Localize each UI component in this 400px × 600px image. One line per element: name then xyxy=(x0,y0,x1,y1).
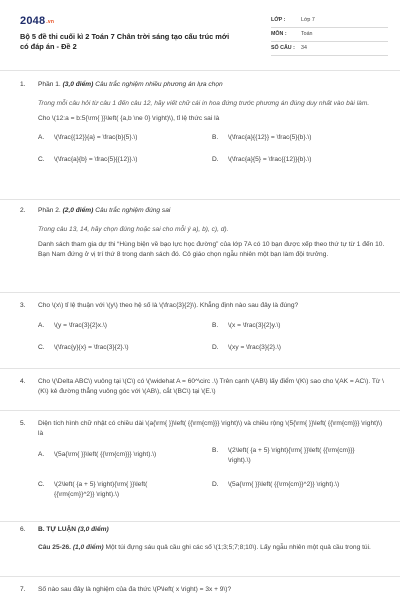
question-item xyxy=(20,377,388,409)
option-b[interactable] xyxy=(212,133,311,143)
sub-question-points: (1,0 điểm) xyxy=(72,543,104,551)
divider xyxy=(0,368,400,369)
section-subtitle: Câu trắc nghiệm đúng sai xyxy=(95,207,171,214)
option-text: \(y = \frac{3}{2}x.\) xyxy=(54,321,107,329)
meta-value: 34 xyxy=(301,44,307,51)
question-item xyxy=(20,585,388,599)
divider xyxy=(0,199,400,200)
divider xyxy=(0,521,400,522)
options-grid xyxy=(38,321,386,363)
option-d[interactable] xyxy=(212,155,311,165)
meta-table xyxy=(271,14,388,56)
sub-question-label: Câu 25-26. xyxy=(38,543,71,551)
section-instruction: Trong câu 13, 14, hãy chọn đúng hoặc sai cho mỗi ý a), b), c), d). xyxy=(38,225,229,233)
question-number: 3. xyxy=(20,302,26,309)
question-item xyxy=(20,525,388,573)
meta-row-class xyxy=(271,14,388,28)
question-item xyxy=(20,419,388,517)
option-text: \(\frac{a}{5} = \frac{{12}}{b}.\) xyxy=(228,155,312,163)
question-item xyxy=(20,206,388,286)
option-text: \(x = \frac{3}{2}y.\) xyxy=(228,321,281,329)
option-text: \(\frac{a}{b} = \frac{5}{{12}}.\) xyxy=(54,155,138,163)
option-label: D. xyxy=(212,481,219,489)
divider xyxy=(0,576,400,577)
question-number: 1. xyxy=(20,81,26,88)
question-number: 7. xyxy=(20,586,26,593)
option-d[interactable] xyxy=(212,480,362,490)
option-label: B. xyxy=(212,321,219,329)
option-a[interactable] xyxy=(38,133,137,143)
options-grid xyxy=(38,133,386,175)
sub-question-text: Một túi đựng sáu quả cầu ghi các số \(1;3;5;7;8;10\). Lấy ngẫu nhiên một quả cầu trong túi. xyxy=(105,543,371,551)
section-title xyxy=(38,206,386,216)
option-d[interactable] xyxy=(212,343,281,353)
document-title: Bộ 5 đề thi cuối kì 2 Toán 7 Chân trời sáng tạo cấu trúc mới có đáp án - Đề 2 xyxy=(20,32,230,51)
section-points: (3,0 điểm) xyxy=(62,81,94,88)
section-heading: Phần 1. xyxy=(38,81,61,88)
question-number: 4. xyxy=(20,378,26,385)
option-a[interactable] xyxy=(38,321,107,331)
logo-main: 2048 xyxy=(20,15,46,27)
option-label: B. xyxy=(212,133,219,141)
option-c[interactable] xyxy=(38,155,137,165)
option-label: A. xyxy=(38,451,45,459)
section-heading: B. TỰ LUẬN xyxy=(38,526,77,533)
section-points: (2,0 điểm) xyxy=(62,207,94,214)
question-item xyxy=(20,80,388,195)
option-label: C. xyxy=(38,155,45,163)
question-stem: Cho \(12:a = b:5{\rm{ }}\left( {a,b \ne 0} \right)\), tỉ lệ thức sai là xyxy=(38,115,220,123)
option-b[interactable] xyxy=(212,321,280,331)
meta-row-subject xyxy=(271,28,388,42)
question-number: 6. xyxy=(20,526,26,533)
question-item xyxy=(20,301,388,363)
option-label: C. xyxy=(38,343,45,351)
option-label: D. xyxy=(212,155,219,163)
question-stem: Diện tích hình chữ nhật có chiều dài \(a{\rm{ }}\left( {{\rm{cm}}} \right)\) và chiều rộng \(5{\rm{ }}\left( {{\rm{cm}}} \right)\) là xyxy=(38,420,383,437)
page-header xyxy=(20,12,388,62)
option-label: D. xyxy=(212,343,219,351)
divider xyxy=(0,70,400,71)
option-c[interactable] xyxy=(38,343,129,353)
logo-sub: .vn xyxy=(46,19,55,25)
meta-value: Lớp 7 xyxy=(301,16,315,23)
meta-label: SỐ CÂU : xyxy=(271,44,295,51)
section-title xyxy=(38,525,386,535)
question-number: 2. xyxy=(20,207,26,214)
meta-value: Toán xyxy=(301,30,313,37)
section-points: (3,0 điểm) xyxy=(77,526,109,533)
divider xyxy=(0,292,400,293)
site-logo[interactable] xyxy=(20,14,54,30)
option-b[interactable] xyxy=(212,446,362,465)
question-stem: Cho \(x\) tỉ lệ thuận với \(y\) theo hệ số là \(\frac{3}{2}\). Khẳng định nào sau đây là đúng? xyxy=(38,302,299,309)
option-label: C. xyxy=(38,481,45,489)
question-stem xyxy=(38,543,386,553)
option-text: \(5a{\rm{ }}\left( {{\rm{cm}}^2}} \right).\) xyxy=(228,481,340,489)
question-number: 5. xyxy=(20,420,26,427)
section-instruction: Trong mỗi câu hỏi từ câu 1 đến câu 12, hãy viết chữ cái in hoa đứng trước phương án đúng duy nhất vào bài làm. xyxy=(38,99,370,107)
question-stem: Số nào sau đây là nghiệm của đa thức \(P\left( x \right) = 3x + 9\)? xyxy=(38,586,232,593)
section-title xyxy=(38,80,386,90)
option-a[interactable] xyxy=(38,450,208,460)
options-grid xyxy=(38,446,386,514)
option-c[interactable] xyxy=(38,480,188,499)
option-label: A. xyxy=(38,321,45,329)
option-text: \(xy = \frac{3}{2}.\) xyxy=(228,343,281,351)
option-text: \(\frac{y}{x} = \frac{3}{2}.\) xyxy=(54,343,129,351)
question-stem: Cho \(\Delta ABC\) vuông tại \(C\) có \(\widehat A = 60^\circ .\) Trên cạnh \(AB\) lấy điểm \(K\) sao cho \(AK = AC\). Từ \(K\) kẻ đường thẳng vuông góc với \(AB\), cắt \(BC\) tại \(E.\) xyxy=(38,378,384,395)
option-text: \(5a{\rm{ }}\left( {{\rm{cm}}} \right).\) xyxy=(54,451,157,459)
question-stem: Danh sách tham gia dự thi “Hùng biện về bạo lực học đường” của lớp 7A có 10 bạn được xếp theo thứ tự từ 1 đến 10. Bạn Nam đứng ở vị trí thứ 8 trong danh sách đó. Cô giáo chọn ngẫu nhiên một bạn làm đội trưởng. xyxy=(38,241,385,258)
divider xyxy=(0,410,400,411)
section-subtitle: Câu trắc nghiệm nhiều phương án lựa chọn xyxy=(95,81,223,88)
meta-label: LỚP : xyxy=(271,16,286,23)
option-text: \(\frac{a}{{12}} = \frac{5}{b}.\) xyxy=(228,133,312,141)
option-text: \(\frac{{12}}{a} = \frac{b}{5}.\) xyxy=(54,133,138,141)
option-label: A. xyxy=(38,133,45,141)
option-label: B. xyxy=(212,447,219,455)
option-text: \(2\left( {a + 5} \right){\rm{ }}\left( {{\rm{cm}}} \right).\) xyxy=(228,447,355,464)
option-text: \(2\left( {a + 5} \right){\rm{ }}\left( {{\rm{cm}}^2}} \right).\) xyxy=(54,481,148,498)
meta-row-count xyxy=(271,42,388,56)
meta-label: MÔN : xyxy=(271,30,287,37)
section-heading: Phần 2. xyxy=(38,207,61,214)
